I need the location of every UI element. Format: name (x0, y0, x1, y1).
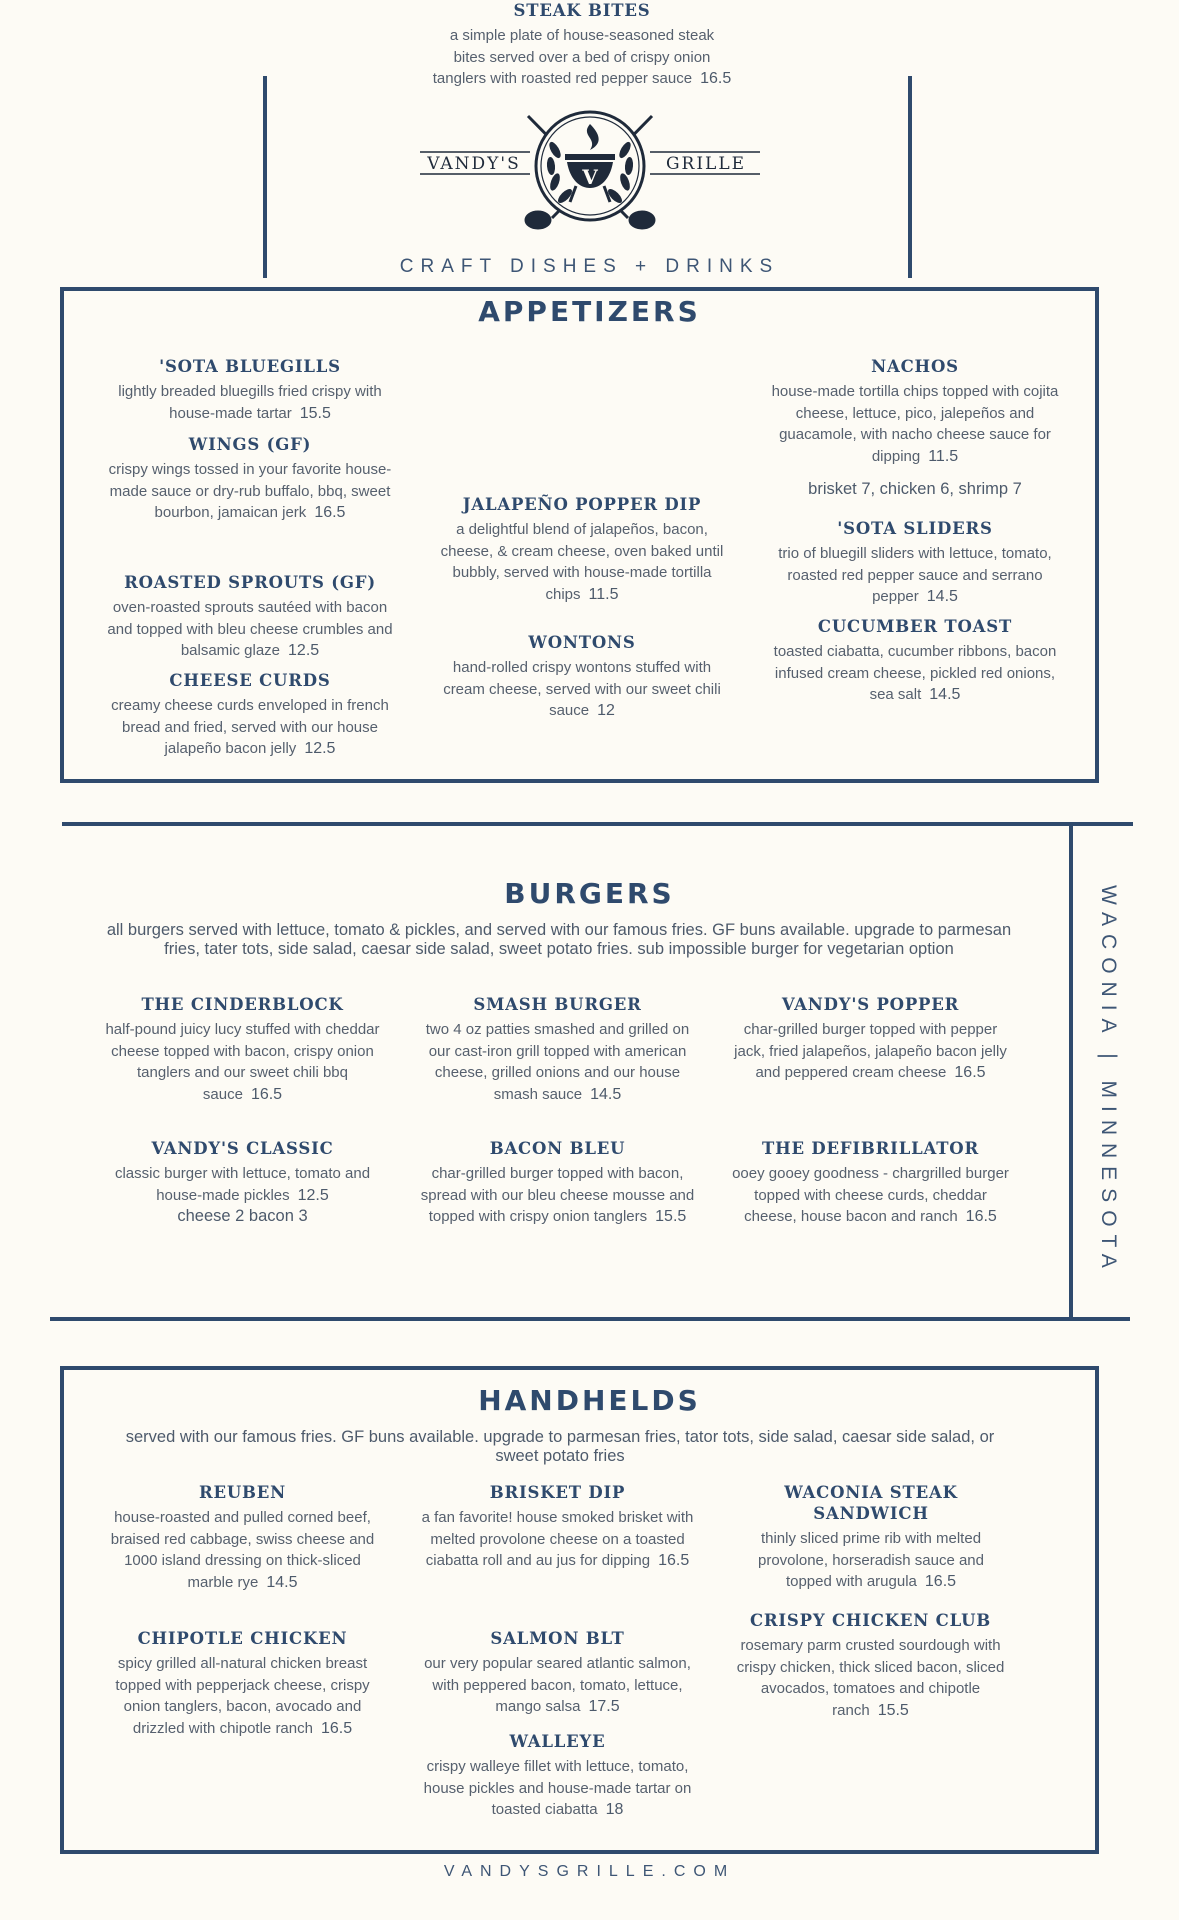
item-description: char-grilled burger topped with bacon, spread with our bleu cheese mousse and topped with crispy onion tanglers (420, 1165, 695, 1225)
item-price: 12.5 (297, 1186, 329, 1204)
item-price: 16.5 (250, 1085, 283, 1103)
menu-item (415, 1628, 700, 1718)
item-name: WACONIA STEAK SANDWICH (784, 1483, 958, 1523)
brand-name-left: VANDY'S (427, 154, 521, 174)
item-addons: cheese 2 bacon 3 (177, 1207, 308, 1225)
item-name: CHIPOTLE CHICKEN (137, 1629, 348, 1648)
item-name: ROASTED SPROUTS (GF) (124, 573, 376, 592)
menu-item (415, 1138, 700, 1228)
item-description: a fan favorite! house smoked brisket with melted provolone cheese on a toasted ciabatta roll and au jus for dipping (421, 1509, 694, 1569)
item-description: rosemary parm crusted sourdough with crispy chicken, thick sliced bacon, sliced avocados, tomatoes and chipotle ranch (736, 1637, 1005, 1719)
item-description: a simple plate of house-seasoned steak bites served over a bed of crispy onion tanglers with roasted red pepper sauce (432, 27, 715, 87)
menu-item (100, 572, 400, 662)
item-price: 11.5 (928, 447, 959, 465)
menu-item (100, 434, 400, 524)
item-price: 18 (605, 1801, 624, 1818)
menu-item (415, 1731, 700, 1821)
brand-logo (420, 100, 760, 240)
item-description: house-made tortilla chips topped with cojita cheese, lettuce, pico, jalepeños and guacamole, with nacho cheese sauce for dipping (771, 383, 1059, 465)
item-description: spicy grilled all-natural chicken breast topped with pepperjack cheese, crispy onion tanglers, bacon, avocado and drizzled with chipotle ranch (115, 1655, 370, 1737)
item-name: CHEESE CURDS (169, 671, 331, 690)
header-left-rule (263, 76, 267, 278)
item-price: 16.5 (700, 70, 732, 87)
menu-item (432, 0, 732, 90)
item-description: lightly breaded bluegills fried crispy with house-made tartar (118, 383, 382, 422)
item-description: crispy walleye fillet with lettuce, tomato, house pickles and house-made tartar on toasted ciabatta (423, 1758, 692, 1818)
item-name: STEAK BITES (513, 1, 651, 20)
item-name: SALMON BLT (490, 1629, 625, 1648)
menu-item (100, 1628, 385, 1739)
item-name: 'SOTA BLUEGILLS (159, 357, 341, 376)
item-price: 15.5 (877, 1701, 909, 1719)
location-side-text: WACONIA | MINNESOTA (1097, 884, 1120, 1276)
item-price: 16.5 (658, 1552, 690, 1569)
item-description: thinly sliced prime rib with melted provolone, horseradish sauce and topped with arugula (758, 1530, 984, 1590)
item-description: trio of bluegill sliders with lettuce, tomato, roasted red pepper sauce and serrano pepper (778, 545, 1052, 605)
item-price: 16.5 (965, 1208, 997, 1225)
item-name: BRISKET DIP (489, 1483, 626, 1502)
item-name: NACHOS (871, 357, 959, 376)
item-description: char-grilled burger topped with pepper jack, fried jalapeños, jalapeño bacon jelly and peppered cream cheese (734, 1021, 1007, 1081)
item-description: hand-rolled crispy wontons stuffed with cream cheese, served with our sweet chili sauce (443, 659, 721, 719)
item-name: THE CINDERBLOCK (141, 995, 344, 1014)
menu-item (100, 1482, 385, 1593)
item-price: 15.5 (655, 1208, 687, 1225)
burgers-top-rule (62, 822, 1133, 826)
item-price: 14.5 (926, 588, 958, 605)
item-description: classic burger with lettuce, tomato and house-made pickles (114, 1165, 371, 1204)
item-price: 12.5 (304, 740, 336, 757)
item-price: 12.5 (288, 642, 320, 659)
item-price: 16.5 (320, 1719, 353, 1737)
item-name: CUCUMBER TOAST (817, 617, 1013, 636)
menu-item (415, 1482, 700, 1572)
item-price: 14.5 (266, 1573, 298, 1591)
item-name: VANDY'S POPPER (781, 995, 960, 1014)
menu-item (728, 1610, 1013, 1721)
item-price: 16.5 (924, 1573, 957, 1590)
menu-item (100, 1138, 385, 1227)
menu-item (728, 1138, 1013, 1228)
item-addons: brisket 7, chicken 6, shrimp 7 (808, 480, 1022, 498)
item-description: oven-roasted sprouts sautéed with bacon and topped with bleu cheese crumbles and balsamic glaze (107, 599, 393, 659)
item-name: WALLEYE (509, 1732, 606, 1751)
website-url[interactable]: VANDYSGRILLE.COM (443, 1863, 736, 1880)
item-name: WONTONS (528, 633, 636, 652)
menu-item (100, 670, 400, 760)
item-description: crispy wings tossed in your favorite house-made sauce or dry-rub buffalo, bbq, sweet bourbon, jamaican jerk (108, 461, 392, 521)
item-description: toasted ciabatta, cucumber ribbons, bacon infused cream cheese, pickled red onions, sea salt (773, 643, 1057, 703)
item-description: creamy cheese curds enveloped in french bread and fried, served with our house jalapeño bacon jelly (111, 697, 389, 757)
item-description: half-pound juicy lucy stuffed with cheddar cheese topped with bacon, crispy onion tanglers and our sweet chili bbq sauce (105, 1021, 380, 1103)
handhelds-note: served with our famous fries. GF buns available. upgrade to parmesan fries, tator tots, side salad, caesar side salad, or sweet potato fries (125, 1428, 995, 1465)
menu-item (415, 994, 700, 1105)
item-name: JALAPEÑO POPPER DIP (462, 495, 702, 514)
item-description: our very popular seared atlantic salmon, with peppered bacon, tomato, lettuce, mango salsa (424, 1655, 691, 1715)
item-price: 12 (597, 702, 615, 719)
burgers-bottom-rule (50, 1317, 1130, 1321)
item-description: a delightful blend of jalapeños, bacon, cheese, & cream cheese, oven baked until bubbly, served with house-made tortilla chips (440, 521, 724, 603)
item-price: 14.5 (929, 686, 961, 703)
menu-item (728, 994, 1013, 1084)
item-name: SMASH BURGER (473, 995, 642, 1014)
header-right-rule (908, 76, 912, 278)
menu-item (100, 356, 400, 424)
menu-item (765, 356, 1065, 500)
item-name: BACON BLEU (489, 1139, 626, 1158)
item-name: 'SOTA SLIDERS (837, 519, 993, 538)
item-price: 17.5 (588, 1698, 620, 1715)
brand-name-right: GRILLE (665, 154, 747, 174)
menu-item (432, 632, 732, 722)
menu-item (765, 616, 1065, 706)
burgers-title: BURGERS (504, 877, 675, 910)
item-description: house-roasted and pulled corned beef, braised red cabbage, swiss cheese and 1000 island dressing on thick-sliced marble rye (110, 1509, 375, 1591)
menu-item (100, 994, 385, 1105)
item-name: CRISPY CHICKEN CLUB (749, 1611, 992, 1630)
item-name: VANDY'S CLASSIC (151, 1139, 334, 1158)
handhelds-title: HANDHELDS (478, 1384, 701, 1417)
item-price: 15.5 (299, 404, 331, 422)
menu-item (432, 494, 732, 605)
item-name: THE DEFIBRILLATOR (762, 1139, 979, 1158)
item-price: 16.5 (954, 1064, 986, 1081)
menu-item (765, 518, 1065, 608)
burgers-note: all burgers served with lettuce, tomato & pickles, and served with our famous fries. GF buns available. upgrade to parmesan fries, tater tots, side salad, caesar side salad, sweet potato fries. sub impossible burger for vegetarian option (106, 921, 1012, 958)
appetizers-title: APPETIZERS (478, 295, 701, 328)
item-description: ooey gooey goodness - chargrilled burger topped with cheese curds, cheddar cheese, house bacon and ranch (732, 1165, 1009, 1225)
item-description: two 4 oz patties smashed and grilled on our cast-iron grill topped with american cheese, grilled onions and our house smash sauce (425, 1021, 690, 1103)
tagline: CRAFT DISHES + DRINKS (399, 256, 780, 277)
item-name: WINGS (GF) (188, 435, 312, 454)
item-price: 14.5 (590, 1085, 622, 1103)
item-price: 16.5 (314, 504, 346, 521)
brand-monogram: V (582, 165, 598, 189)
item-price: 11.5 (588, 585, 619, 603)
item-name: REUBEN (198, 1483, 287, 1502)
menu-item (740, 1482, 1002, 1593)
